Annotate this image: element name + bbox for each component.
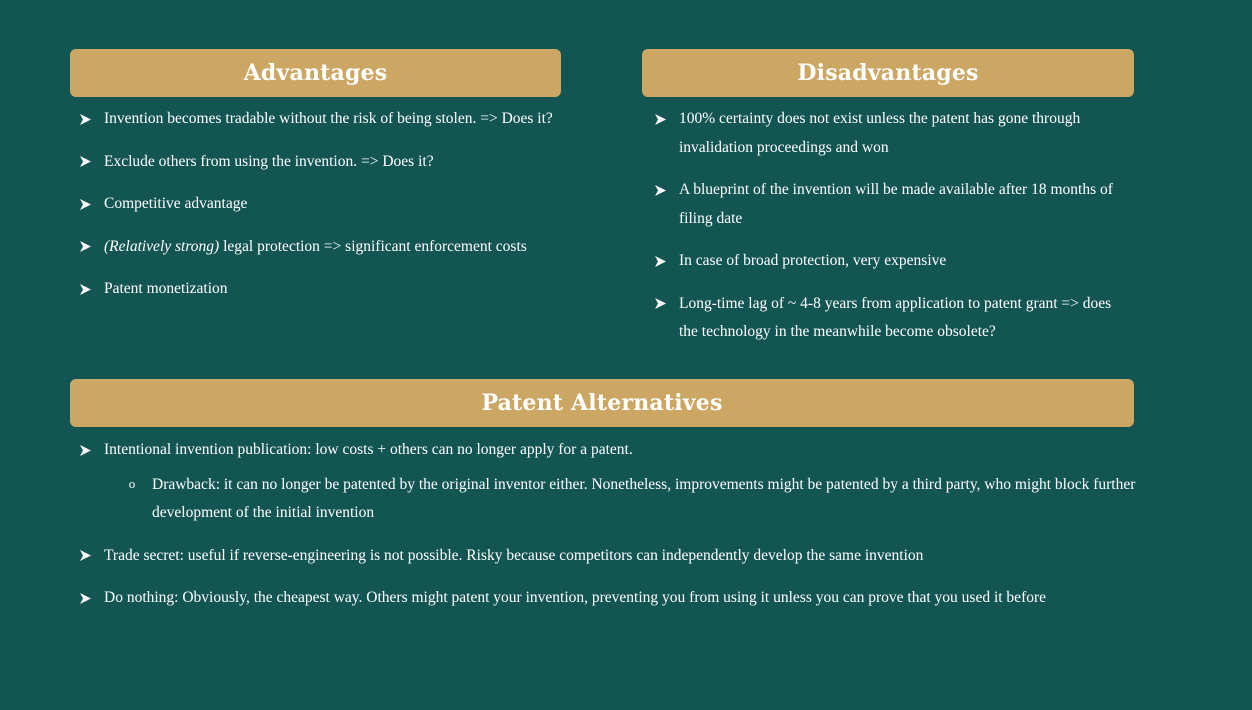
- list-item: [70, 233, 560, 262]
- arrowhead-bullet-icon: [653, 105, 667, 133]
- item-text: Exclude others from using the invention. => Does it?: [104, 152, 434, 170]
- advantages-title: Advantages: [243, 60, 388, 86]
- item-text: A blueprint of the invention will be made available after 18 months of filing date: [679, 181, 1113, 227]
- arrowhead-bullet-icon: [78, 105, 92, 133]
- item-text: Do nothing: Obviously, the cheapest way. Others might patent your invention, preventing you from using it unless you can prove that you used it before: [104, 589, 1047, 606]
- circle-bullet-icon: o: [128, 476, 136, 492]
- disadvantages-list: [645, 105, 1125, 361]
- list-item: [645, 176, 1125, 233]
- list-item: [70, 190, 560, 219]
- arrowhead-bullet-icon: [78, 148, 92, 176]
- item-text: Long-time lag of ~ 4-8 years from application to patent grant => does the technology in the meanwhile become obsolete?: [679, 294, 1112, 340]
- list-item: [70, 148, 560, 177]
- list-item: [645, 105, 1125, 162]
- item-text: In case of broad protection, very expensive: [679, 252, 947, 269]
- sub-item-text: Drawback: it can no longer be patented by the original inventor either. Nonetheless, improvements might be patented by a third party, who might block further development of the initial invention: [152, 475, 1136, 521]
- item-text: Intentional invention publication: low costs + others can no longer apply for a patent.: [104, 441, 633, 458]
- list-item: [645, 290, 1125, 347]
- arrowhead-bullet-icon: [78, 190, 92, 218]
- patent-alternatives-heading: [70, 379, 1134, 427]
- arrowhead-bullet-icon: [78, 436, 92, 464]
- patent-alternatives-list: [70, 436, 1140, 627]
- item-text: legal protection => significant enforcement costs: [219, 237, 527, 255]
- item-text: Competitive advantage: [104, 195, 248, 212]
- list-item: [70, 584, 1140, 613]
- sub-list-item: [104, 471, 1140, 528]
- item-text: 100% certainty does not exist unless the patent has gone through invalidation proceedings and won: [679, 110, 1081, 156]
- arrowhead-bullet-icon: [653, 247, 667, 275]
- arrowhead-bullet-icon: [78, 584, 92, 612]
- arrowhead-bullet-icon: [653, 290, 667, 318]
- arrowhead-bullet-icon: [78, 542, 92, 570]
- item-text: Patent monetization: [104, 280, 228, 297]
- item-text: Invention becomes tradable without the risk of being stolen. => Does it?: [104, 110, 553, 127]
- arrowhead-bullet-icon: [653, 176, 667, 204]
- arrowhead-bullet-icon: [78, 275, 92, 303]
- list-item: [70, 105, 560, 134]
- item-emphasis: (Relatively strong): [104, 237, 220, 255]
- list-item: [70, 275, 560, 304]
- patent-alternatives-title: Patent Alternatives: [481, 390, 723, 416]
- item-text: Trade secret: useful if reverse-engineering is not possible. Risky because competitors can independently develop the same invention: [104, 546, 924, 564]
- advantages-heading: [70, 49, 561, 97]
- arrowhead-bullet-icon: [78, 233, 92, 261]
- list-item: [645, 247, 1125, 276]
- disadvantages-title: Disadvantages: [797, 60, 979, 86]
- list-item: [70, 436, 1140, 528]
- advantages-list: [70, 105, 560, 318]
- sub-list: [104, 471, 1140, 528]
- disadvantages-heading: [642, 49, 1134, 97]
- list-item: [70, 542, 1140, 571]
